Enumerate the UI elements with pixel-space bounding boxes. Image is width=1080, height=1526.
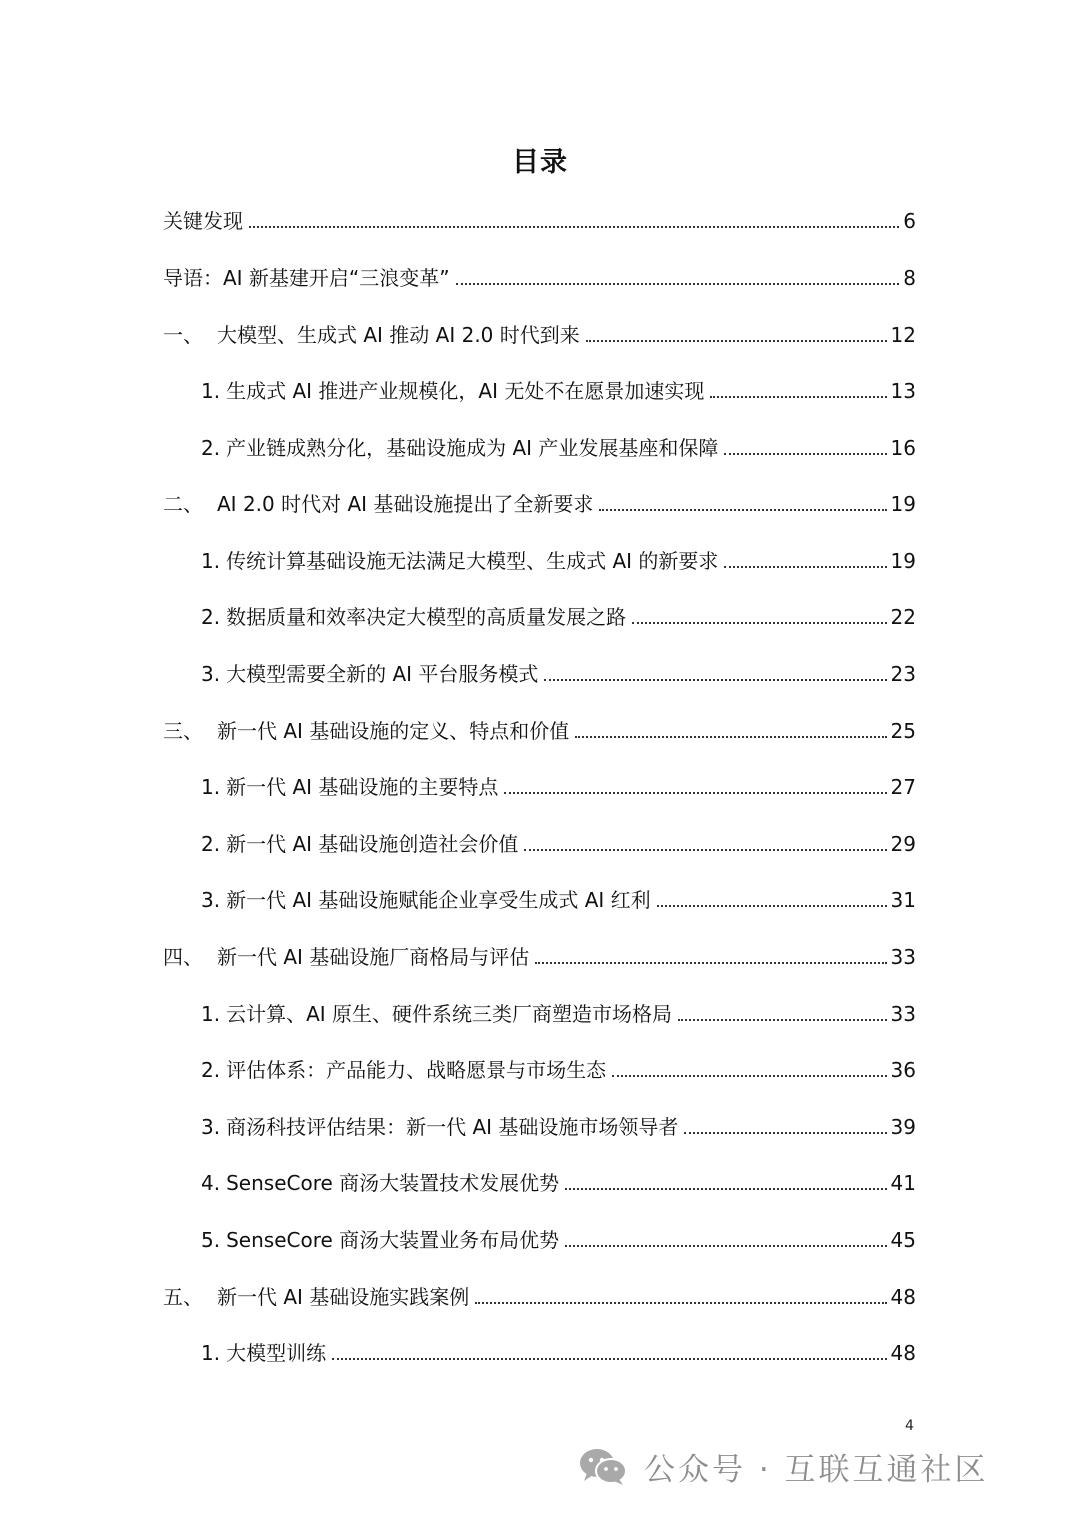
toc-entry-page: 45 [890,1228,916,1252]
toc-entry [163,708,916,744]
toc-entry-text: 产业链成熟分化，基础设施成为 AI 产业发展基座和保障 [226,436,719,460]
toc-entry-page: 48 [890,1341,916,1365]
watermark-text: 公众号 · 互联互通社区 [644,1451,989,1488]
toc-title: 目录 [512,147,568,178]
toc-entry [201,821,916,857]
toc-entry-page: 12 [890,323,916,347]
toc-entry-label [201,378,704,404]
toc-entry-text: 云计算、AI 原生、硬件系统三类厂商塑造市场格局 [226,1002,673,1026]
toc-entry-text: 商汤科技评估结果：新一代 AI 基础设施市场领导者 [226,1115,679,1139]
toc-entry-page: 36 [890,1058,916,1082]
toc-entry-number: 1. [201,549,221,573]
toc-entry-number: 二、 [163,492,203,516]
toc-entry-page: 41 [890,1171,916,1195]
dot-leader [678,1019,887,1021]
toc-entry-page: 33 [890,1002,916,1026]
toc-entry-label [201,604,626,630]
toc-entry-label [201,435,718,461]
toc-entry-label [201,1057,606,1083]
toc-entry-page: 19 [890,549,916,573]
toc-entry-text: AI 2.0 时代对 AI 基础设施提出了全新要求 [217,492,594,516]
dot-leader [586,340,887,342]
toc-entry-text: 传统计算基础设施无法满足大模型、生成式 AI 的新要求 [226,549,719,573]
toc-entry-number: 5. [201,1228,221,1252]
toc-entry-number: 1. [201,379,221,403]
toc-entry-page: 22 [890,605,916,629]
toc-entry-text: 新一代 AI 基础设施厂商格局与评估 [217,945,530,969]
toc-entry-number: 3. [201,662,221,686]
toc-entry [201,425,916,461]
dot-leader [575,736,886,738]
toc-entry-number: 三、 [163,719,203,743]
toc-entry-label [163,1284,469,1310]
toc-entry [201,991,916,1027]
toc-entry [201,651,916,687]
toc-entry-text: 数据质量和效率决定大模型的高质量发展之路 [226,605,627,629]
toc-entry [201,1047,916,1083]
toc-entry-page: 29 [890,832,916,856]
toc-entry-page: 13 [890,379,916,403]
toc-entry-label [163,208,243,234]
toc-entry-number: 1. [201,1341,221,1365]
toc-entry-label [163,491,593,517]
dot-leader [456,283,900,285]
toc-entry-page: 48 [890,1285,916,1309]
wechat-icon [578,1446,628,1486]
toc-entry-label [201,661,538,687]
toc-entry-label [201,887,651,913]
dot-leader [724,566,886,568]
toc-entry [201,877,916,913]
dot-leader [565,1245,886,1247]
dot-leader [332,1358,886,1360]
toc-entry-text: 新一代 AI 基础设施的主要特点 [226,775,499,799]
toc-entry-number: 五、 [163,1285,203,1309]
toc-entry [201,1217,916,1253]
toc-entry-page: 27 [890,775,916,799]
dot-leader [657,905,887,907]
toc-entry-text: 关键发现 [163,209,243,233]
toc-entry [163,934,916,970]
toc-entry-text: 新一代 AI 基础设施实践案例 [217,1285,470,1309]
dot-leader [632,622,886,624]
dot-leader [475,1302,886,1304]
toc-entry-page: 6 [903,209,916,233]
toc-entry-label [201,548,718,574]
toc-entry-number: 一、 [163,323,203,347]
toc-entry [163,1274,916,1310]
toc-entry-label [201,1114,678,1140]
toc-entry-number: 1. [201,1002,221,1026]
toc-entry-text: SenseCore 商汤大装置业务布局优势 [226,1228,560,1252]
toc-entry-text: 新一代 AI 基础设施赋能企业享受生成式 AI 红利 [226,888,651,912]
dot-leader [565,1188,886,1190]
toc-entry-page: 8 [903,266,916,290]
watermark [578,1443,989,1489]
toc-entry-page: 31 [890,888,916,912]
toc-entry-label [163,265,450,291]
toc-entry-page: 16 [890,436,916,460]
toc-entry-number: 3. [201,888,221,912]
dot-leader [710,396,886,398]
toc-entry [201,538,916,574]
toc-entry [201,1160,916,1196]
toc-entry [201,1330,916,1366]
toc-entry-text: 导语：AI 新基建开启“三浪变革” [163,266,450,290]
toc-entry-text: 大模型训练 [226,1341,327,1365]
toc-entry [201,1104,916,1140]
dot-leader [599,509,886,511]
toc-entry-text: 评估体系：产品能力、战略愿景与市场生态 [226,1058,607,1082]
toc-entry [163,312,916,348]
toc-entry-number: 2. [201,832,221,856]
dot-leader [504,792,886,794]
toc-entry [163,481,916,517]
toc-entry-number: 2. [201,1058,221,1082]
dot-leader [535,962,886,964]
toc-entry-label [163,322,580,348]
toc-entry-text: SenseCore 商汤大装置技术发展优势 [226,1171,560,1195]
dot-leader [249,226,899,228]
toc-entry-label [201,831,518,857]
toc-entry [163,198,916,234]
toc-entry-page: 23 [890,662,916,686]
toc-entry [163,255,916,291]
toc-entry-number: 四、 [163,945,203,969]
toc-entry-text: 生成式 AI 推进产业规模化，AI 无处不在愿景加速实现 [226,379,705,403]
toc-entry [201,594,916,630]
toc-entry-label [201,1170,559,1196]
toc-entry-label [201,1001,672,1027]
toc-entry-label [201,774,498,800]
toc-entry-number: 2. [201,605,221,629]
toc-entry-page: 33 [890,945,916,969]
toc-entry-page: 39 [890,1115,916,1139]
toc-entry-number: 3. [201,1115,221,1139]
dot-leader [724,453,886,455]
toc-entry-page: 19 [890,492,916,516]
toc-entry-label [163,944,529,970]
toc-entry [201,764,916,800]
toc-entry-text: 大模型、生成式 AI 推动 AI 2.0 时代到来 [217,323,580,347]
dot-leader [612,1075,886,1077]
dot-leader [524,849,886,851]
toc-entry-number: 1. [201,775,221,799]
toc-entry-text: 新一代 AI 基础设施创造社会价值 [226,832,519,856]
toc-entry [201,368,916,404]
toc-entry-text: 大模型需要全新的 AI 平台服务模式 [226,662,539,686]
toc-entry-number: 4. [201,1171,221,1195]
toc-entry-text: 新一代 AI 基础设施的定义、特点和价值 [217,719,570,743]
toc-entry-number: 2. [201,436,221,460]
toc-entry-page: 25 [890,719,916,743]
dot-leader [684,1132,886,1134]
dot-leader [544,679,886,681]
page-number: 4 [905,1418,914,1434]
toc-entry-label [201,1227,559,1253]
toc-entry-label [201,1340,326,1366]
toc-entry-label [163,718,569,744]
